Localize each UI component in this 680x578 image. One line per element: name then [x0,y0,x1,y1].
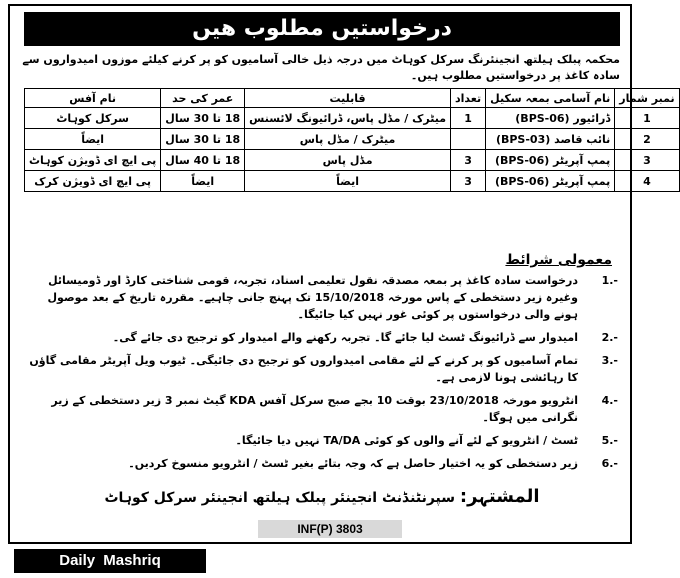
row-age-limit: ایضاً [161,171,245,192]
header-quantity: تعداد [451,89,486,108]
row-post [486,171,615,192]
header-post: نام آسامی بمعہ سکیل [486,89,615,108]
row-age-limit: 18 تا 30 سال [161,129,245,150]
term-text: تمام آسامیوں کو پر کرنے کے لئے مقامی امیدواروں کو ترجیح دی جائیگی۔ ٹیوب ویل آپریٹر مقامی گاؤں کا رہائشی ہونا لازمی ہے۔ [29,354,578,384]
header-age-limit: عمر کی حد [161,89,245,108]
term-number: 4.- [601,394,618,407]
table-row [25,171,680,192]
post-scale: (BPS-03) [495,132,551,146]
row-post [486,108,615,129]
post-title: پمپ آپریٹر [553,153,611,167]
post-scale: (BPS-06) [494,153,550,167]
term-number: 6.- [601,457,618,470]
row-qualification: مڈل پاس [245,150,451,171]
term-item [28,392,618,426]
row-qualification: ایضاً [245,171,451,192]
row-qualification: میٹرک / مڈل پاس، ڈرائیونگ لائسنس [245,108,451,129]
advertiser-name: سپرنٹنڈنٹ انجینئر پبلک ہیلتھ انجینئر سرکل کوہاٹ [104,490,456,506]
row-age-limit: 18 تا 30 سال [161,108,245,129]
row-quantity: 3 [451,150,486,171]
header-serial: نمبر شمار [615,89,679,108]
header-qualification: قابلیت [245,89,451,108]
term-item [28,352,618,386]
newspaper-name: Daily Mashriq [14,549,206,573]
term-text: امیدوار سے ڈرائیونگ ٹسٹ لیا جائے گا۔ تجربہ رکھنے والے امیدوار کو ترجیح دی جائے گی۔ [112,331,578,344]
term-number: 3.- [601,354,618,367]
row-qualification: میٹرک / مڈل پاس [245,129,451,150]
term-text: زیر دستخطی کو یہ اختیار حاصل ہے کہ وجہ بتائے بغیر ٹسٹ / انٹرویو منسوخ کردیں۔ [128,457,578,470]
row-quantity: 1 [451,108,486,129]
ad-banner-title: درخواستیں مطلوب ھیں [24,12,620,46]
table-row [25,129,680,150]
post-title: پمپ آپریٹر [553,174,611,188]
header-office: نام آفس [25,89,161,108]
row-office: ایضاً [25,129,161,150]
advertiser-label: المشتہر: [459,486,540,507]
table-row [25,150,680,171]
term-item [28,432,618,449]
row-quantity [451,129,486,150]
term-text: ٹسٹ / انٹرویو کے لئے آنے والوں کو کوئی TA/DA نہیں دیا جائیگا۔ [235,434,578,447]
post-title: نائب قاصد [554,132,611,146]
table-header-row [25,89,680,108]
post-scale: (BPS-06) [515,111,570,125]
term-item [28,272,618,323]
row-age-limit: 18 تا 40 سال [161,150,245,171]
row-post [486,129,615,150]
term-number: 2.- [601,331,618,344]
row-office: پی ایچ ای ڈویژن کرک [25,171,161,192]
post-title: ڈرائیور [573,111,611,125]
term-number: 1.- [601,274,618,287]
terms-heading: معمولی شرائط [505,252,612,268]
terms-list [28,272,618,478]
row-quantity: 3 [451,171,486,192]
row-office: پی ایچ ای ڈویژن کوہاٹ [25,150,161,171]
table-row [25,108,680,129]
term-item [28,329,618,346]
ad-intro-text: محکمہ پبلک ہیلتھ انجینئرنگ سرکل کوہاٹ میں درجہ ذیل خالی آسامیوں کو پر کرنے کیلئے موزوں امیدواروں سے سادہ کاغذ پر درخواستیں مطلوب ہیں۔ [22,53,620,82]
vacancy-table [24,88,680,192]
term-text: درخواست سادہ کاغذ پر بمعہ مصدقہ نقول تعلیمی اسناد، تجربہ، قومی شناختی کارڈ اور ڈومیسائل وغیرہ زیر دستخطی کے پاس مورخہ 15/10/2018 تک پہنچ جانی چاہیے۔ مقررہ تاریخ کے بعد موصول ہونے والی درخواستوں پر کوئی غور نہیں کیا جائیگا۔ [47,274,578,321]
inf-number: INF(P) 3803 [258,520,402,538]
post-scale: (BPS-06) [494,174,550,188]
row-serial: 4 [615,171,679,192]
term-number: 5.- [601,434,618,447]
row-serial: 3 [615,150,679,171]
row-post [486,150,615,171]
row-serial: 1 [615,108,679,129]
advertiser-line [24,486,620,510]
term-text: انٹرویو مورخہ 23/10/2018 بوقت 10 بجے صبح سرکل آفس KDA گیٹ نمبر 3 زیر دستخطی کے زیر نگرانی میں ہوگا۔ [51,394,578,424]
row-serial: 2 [615,129,679,150]
advertisement [8,4,675,544]
row-office: سرکل کوہاٹ [25,108,161,129]
term-item [28,455,618,472]
